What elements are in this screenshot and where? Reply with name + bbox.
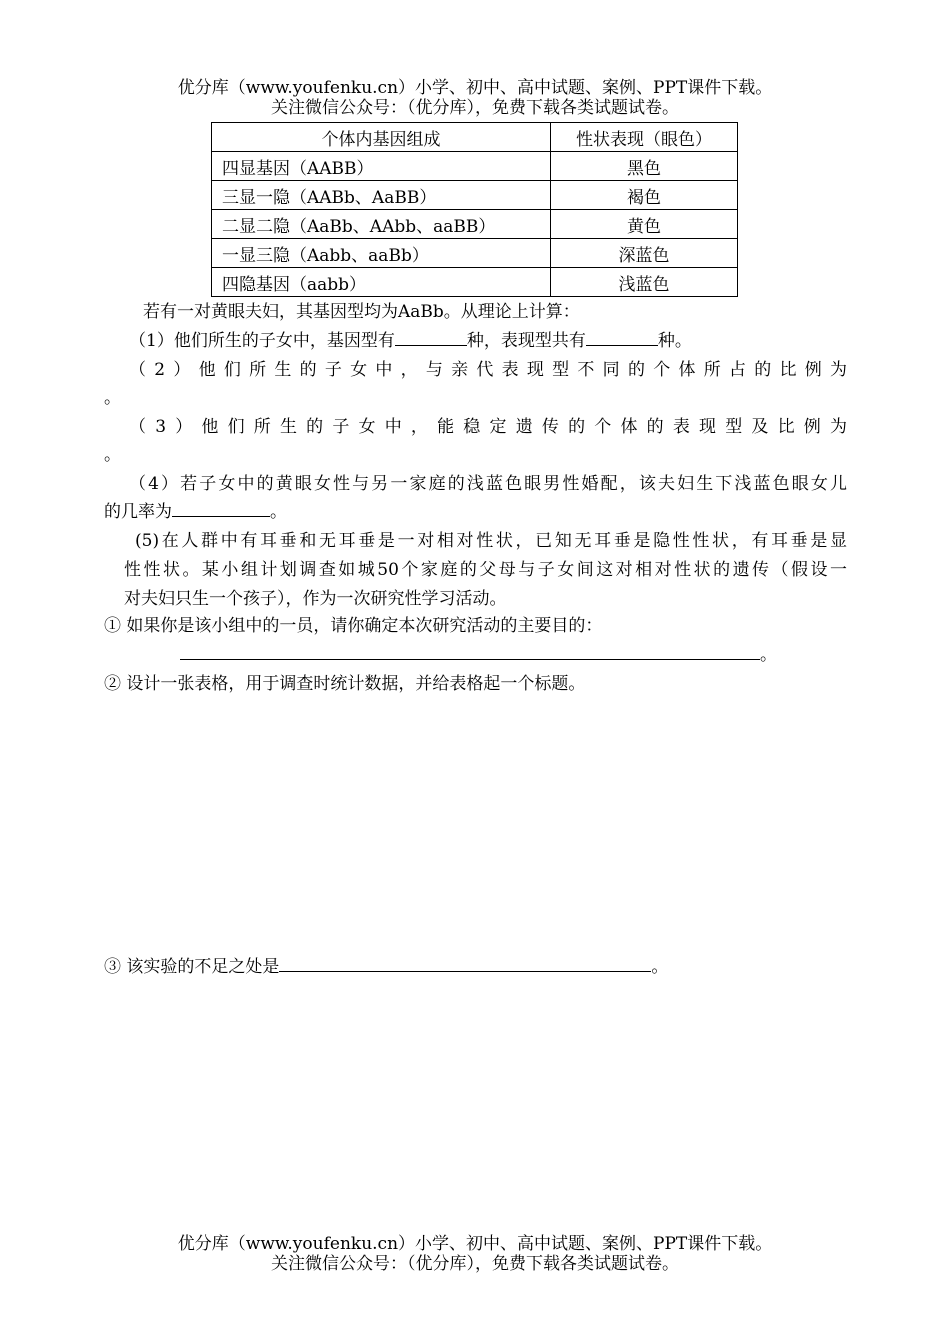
s3-blank[interactable]: [279, 955, 651, 972]
s1-end: 。: [760, 645, 777, 665]
q1-blank-2[interactable]: [586, 329, 658, 346]
table-row: [212, 268, 738, 297]
sub-question-2: ② 设计一张表格，用于调查时统计数据，并给表格起一个标题。: [104, 674, 586, 694]
table-header-row: [212, 123, 738, 152]
question-2: （2）他们所生的子女中，与亲代表现型不同的个体所占的比例为: [129, 360, 847, 380]
phenotype-cell: 黄色: [551, 210, 738, 239]
phenotype-cell: 褐色: [551, 181, 738, 210]
q4-part-a: 的几率为: [104, 502, 172, 522]
genotype-cell: 三显一隐（AABb、AaBB）: [212, 181, 551, 210]
genotype-cell: 四显基因（AABB）: [212, 152, 551, 181]
question-4-line-2: [104, 498, 287, 527]
table-row: [212, 181, 738, 210]
table-row: [212, 210, 738, 239]
header-line-2: 关注微信公众号：（优分库），免费下载各类试题试卷。: [271, 98, 679, 118]
phenotype-cell: 深蓝色: [551, 239, 738, 268]
question-5-line-2: 性性状。某小组计划调查如城50个家庭的父母与子女间这对相对性状的遗传（假设一: [124, 560, 847, 580]
q1-part-a: （1）他们所生的子女中，基因型有: [129, 331, 395, 351]
question-5-line-3: 对夫妇只生一个孩子），作为一次研究性学习活动。: [124, 589, 507, 609]
question-5-line-1: (5)在人群中有耳垂和无耳垂是一对相对性状，已知无耳垂是隐性性状，有耳垂是显: [135, 531, 847, 551]
header-genotype: 个体内基因组成: [212, 123, 551, 152]
sub-question-3: [104, 953, 668, 982]
page-footer: [0, 1234, 950, 1274]
question-3: （3）他们所生的子女中，能稳定遗传的个体的表现型及比例为: [129, 417, 847, 437]
q4-blank[interactable]: [172, 500, 270, 517]
header-phenotype: 性状表现（眼色）: [551, 123, 738, 152]
footer-line-1: 优分库（www.youfenku.cn）小学、初中、高中试题、案例、PPT课件下载。: [177, 1234, 773, 1254]
s3-end: 。: [651, 957, 669, 977]
q1-part-c: 种。: [657, 331, 692, 351]
question-4-line-1: （4）若子女中的黄眼女性与另一家庭的浅蓝色眼男性婚配，该夫妇生下浅蓝色眼女儿: [129, 474, 847, 494]
header-line-1: 优分库（www.youfenku.cn）小学、初中、高中试题、案例、PPT课件下载。: [177, 78, 773, 98]
s1-blank[interactable]: [180, 643, 760, 660]
page-header: [0, 78, 950, 118]
phenotype-cell: 黑色: [551, 152, 738, 181]
q4-part-b: 。: [270, 502, 287, 522]
q2-end: 。: [104, 388, 121, 408]
genotype-cell: 四隐基因（aabb）: [212, 268, 551, 297]
genotype-cell: 一显三隐（Aabb、aaBb）: [212, 239, 551, 268]
sub-question-1-answer: [180, 641, 777, 670]
q1-blank-1[interactable]: [395, 329, 467, 346]
sub-question-1: ① 如果你是该小组中的一员，请你确定本次研究活动的主要目的：: [104, 616, 603, 636]
q1-part-b: 种，表现型共有: [466, 331, 586, 351]
intro-text: 若有一对黄眼夫妇，其基因型均为AaBb。从理论上计算：: [143, 302, 580, 322]
footer-line-2: 关注微信公众号：（优分库），免费下载各类试题试卷。: [271, 1254, 679, 1274]
table-row: [212, 239, 738, 268]
table-row: [212, 152, 738, 181]
genotype-table: [211, 122, 738, 297]
question-1: [129, 327, 692, 356]
q3-end: 。: [104, 445, 121, 465]
genotype-cell: 二显二隐（AaBb、AAbb、aaBB）: [212, 210, 551, 239]
phenotype-cell: 浅蓝色: [551, 268, 738, 297]
s3-text: ③ 该实验的不足之处是: [104, 957, 280, 977]
